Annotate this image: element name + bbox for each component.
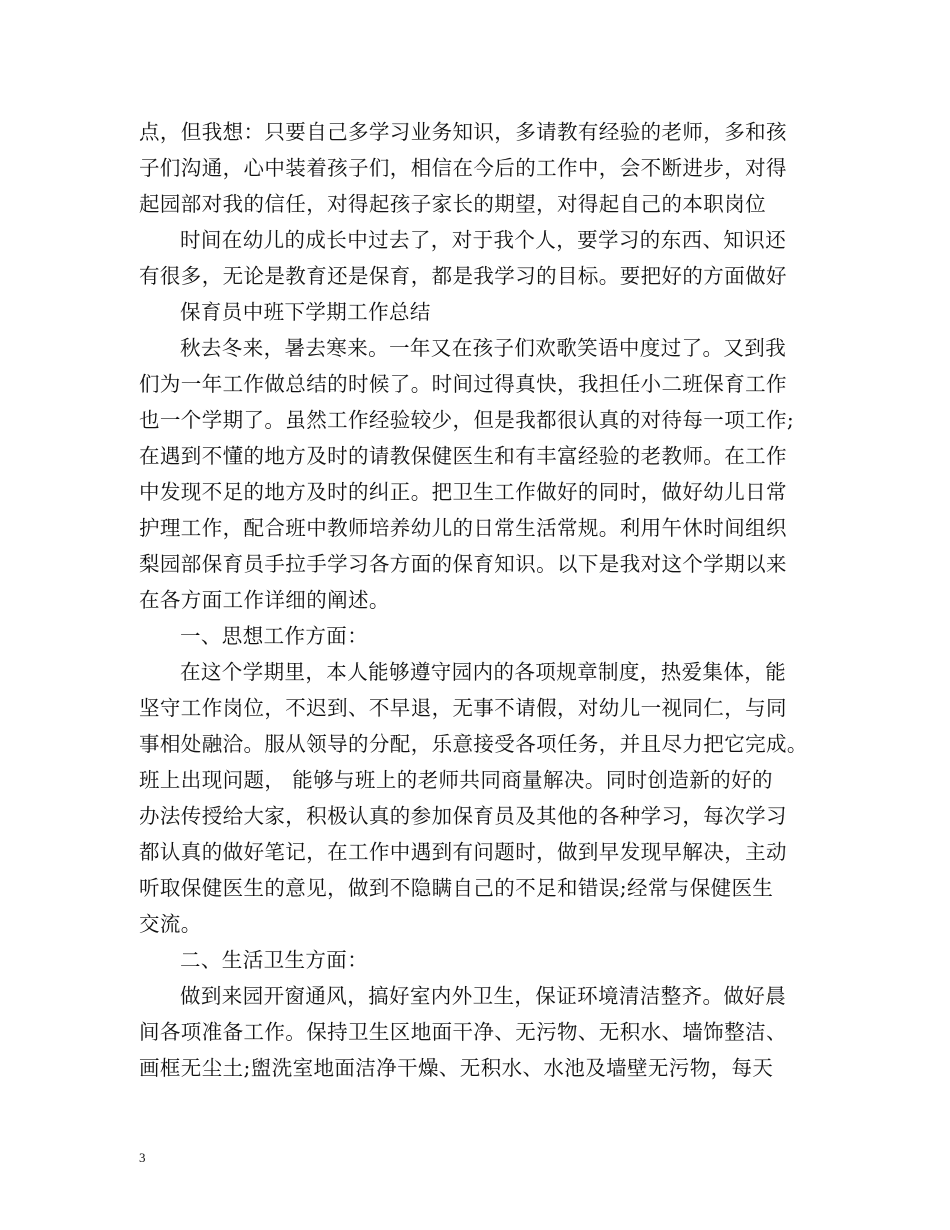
text-line: 们为一年工作做总结的时候了。时间过得真快，我担任小二班保育工作 — [139, 372, 787, 396]
section-heading: 二、生活卫生方面： — [180, 948, 369, 972]
text-line: 事相处融洽。服从领导的分配，乐意接受各项任务，并且尽力把它完成。 — [139, 732, 808, 756]
text-line: 梨园部保育员手拉手学习各方面的保育知识。以下是我对这个学期以来 — [139, 552, 787, 576]
text-line: 交流。 — [139, 912, 202, 936]
text-line: 画框无尘土;盥洗室地面洁净干燥、无积水、水池及墙壁无污物，每天 — [139, 1056, 774, 1080]
text-line: 间各项准备工作。保持卫生区地面干净、无污物、无积水、墙饰整洁、 — [139, 1020, 787, 1044]
text-line: 听取保健医生的意见，做到不隐瞒自己的不足和错误;经常与保健医生 — [139, 876, 774, 900]
page-number: 3 — [139, 1150, 146, 1165]
text-line: 起园部对我的信任，对得起孩子家长的期望，对得起自己的本职岗位 — [139, 192, 766, 216]
section-heading: 一、思想工作方面： — [180, 624, 369, 648]
text-line: 都认真的做好笔记，在工作中遇到有问题时，做到早发现早解决，主动 — [139, 840, 787, 864]
text-line: 有很多，无论是教育还是保育，都是我学习的目标。要把好的方面做好 — [139, 264, 787, 288]
text-line: 子们沟通，心中装着孩子们，相信在今后的工作中，会不断进步，对得 — [139, 156, 787, 180]
text-line: 护理工作，配合班中教师培养幼儿的日常生活常规。利用午休时间组织 — [139, 516, 787, 540]
text-line: 办法传授给大家，积极认真的参加保育员及其他的各种学习，每次学习 — [139, 804, 787, 828]
text-line: 点，但我想：只要自己多学习业务知识，多请教有经验的老师，多和孩 — [139, 120, 787, 144]
text-line: 班上出现问题， 能够与班上的老师共同商量解决。同时创造新的好的 — [139, 768, 773, 792]
text-line: 也一个学期了。虽然工作经验较少，但是我都很认真的对待每一项工作; — [139, 408, 795, 432]
section-title: 保育员中班下学期工作总结 — [180, 300, 431, 324]
paragraph-first-line: 时间在幼儿的成长中过去了，对于我个人，要学习的东西、知识还 — [180, 228, 787, 252]
text-line: 在各方面工作详细的阐述。 — [139, 588, 390, 612]
text-line: 在遇到不懂的地方及时的请教保健医生和有丰富经验的老教师。在工作 — [139, 444, 787, 468]
text-line: 坚守工作岗位，不迟到、不早退，无事不请假，对幼儿一视同仁，与同 — [139, 696, 787, 720]
paragraph-first-line: 秋去冬来，暑去寒来。一年又在孩子们欢歌笑语中度过了。又到我 — [180, 336, 787, 360]
text-line: 中发现不足的地方及时的纠正。把卫生工作做好的同时，做好幼儿日常 — [139, 480, 787, 504]
paragraph-first-line: 做到来园开窗通风，搞好室内外卫生，保证环境清洁整齐。做好晨 — [180, 984, 787, 1008]
paragraph-first-line: 在这个学期里，本人能够遵守园内的各项规章制度，热爱集体，能 — [180, 660, 787, 684]
